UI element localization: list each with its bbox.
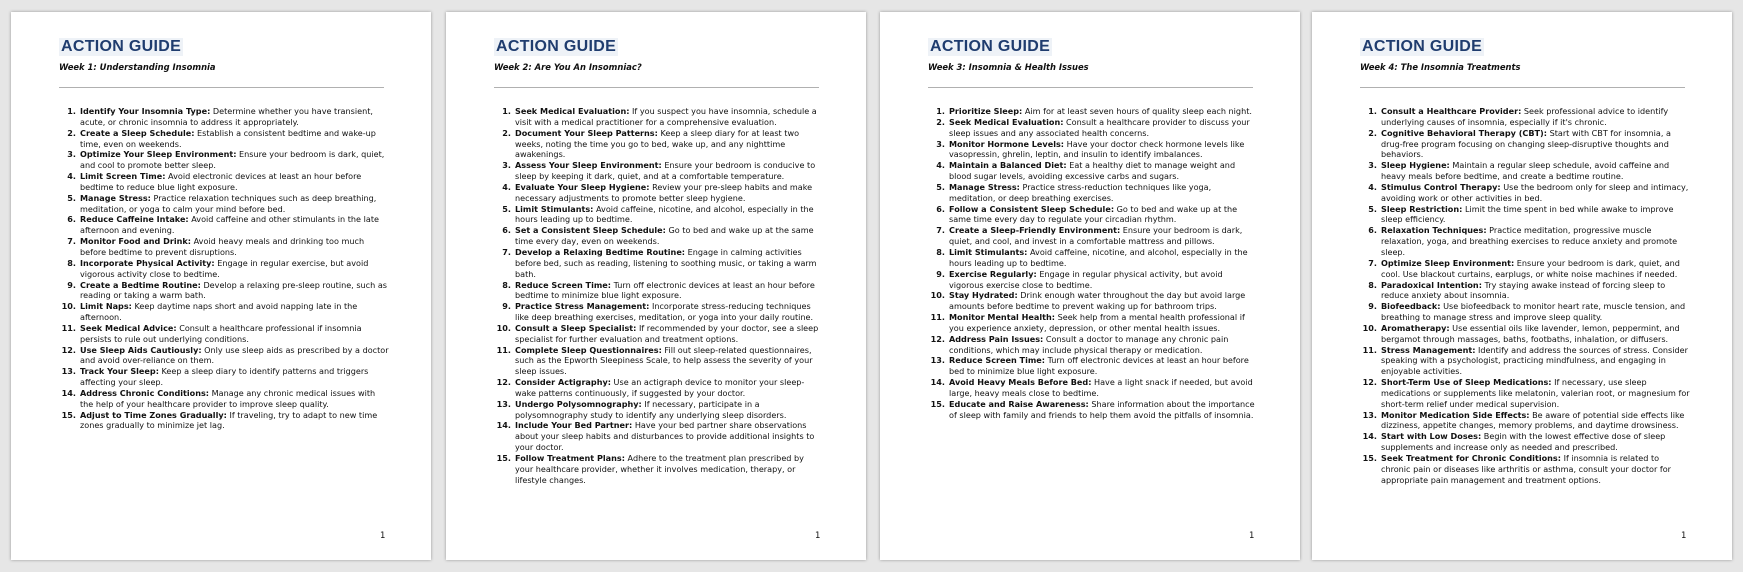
item-text: Have your bed partner share observations about your sleep habits and disturbances to provide additional insights to your doctor. bbox=[515, 420, 815, 453]
item-number: 14. bbox=[496, 420, 511, 431]
item-number: 6. bbox=[502, 225, 511, 236]
item-title: Undergo Polysomnography: bbox=[515, 398, 642, 409]
page-number: 1 bbox=[380, 531, 386, 541]
list-item bbox=[1360, 204, 1690, 226]
item-title: Prioritize Sleep: bbox=[949, 106, 1023, 116]
item-title: Stay Hydrated: bbox=[949, 290, 1018, 301]
item-title: Seek Medical Evaluation: bbox=[515, 106, 630, 116]
list-item bbox=[928, 399, 1258, 421]
page-number: 1 bbox=[1249, 531, 1255, 541]
item-number: 13. bbox=[61, 366, 76, 377]
item-text: Start with CBT for insomnia, a drug-free program focusing on changing sleep-disruptive thoughts and behaviors. bbox=[1381, 127, 1671, 160]
item-title: Assess Your Sleep Environment: bbox=[515, 160, 662, 171]
list-item bbox=[1360, 182, 1690, 204]
item-number: 1. bbox=[936, 106, 945, 116]
item-title: Cognitive Behavioral Therapy (CBT): bbox=[1381, 127, 1547, 138]
item-text: Engage in calming activities before bed, such as reading, listening to soothing music, or taking a warm bath. bbox=[515, 246, 817, 279]
item-number: 13. bbox=[930, 355, 945, 366]
item-text: Avoid electronic devices at least an hour before bedtime to reduce blue light exposure. bbox=[80, 171, 362, 192]
item-number: 3. bbox=[67, 149, 76, 160]
list-item bbox=[59, 388, 389, 410]
item-title: Biofeedback: bbox=[1381, 301, 1441, 312]
list-item bbox=[928, 377, 1258, 399]
item-number: 3. bbox=[936, 138, 945, 149]
item-text: Ensure your bedroom is dark, quiet, and cool to promote better sleep. bbox=[80, 149, 385, 171]
list-item bbox=[494, 377, 824, 399]
item-number: 1. bbox=[1368, 106, 1377, 116]
item-title: Manage Stress: bbox=[949, 181, 1020, 192]
item-title: Seek Medical Advice: bbox=[80, 322, 177, 333]
item-number: 4. bbox=[936, 160, 945, 171]
list-item bbox=[928, 334, 1258, 356]
item-title: Educate and Raise Awareness: bbox=[949, 398, 1089, 409]
list-item bbox=[59, 323, 389, 345]
action-list bbox=[1360, 106, 1690, 486]
page-title: ACTION GUIDE bbox=[496, 38, 617, 55]
list-item bbox=[59, 193, 389, 215]
item-title: Start with Low Doses: bbox=[1381, 431, 1482, 442]
item-text: Determine whether you have transient, acute, or chronic insomnia to address it appropriately. bbox=[80, 106, 373, 127]
list-item bbox=[928, 225, 1258, 247]
item-title: Relaxation Techniques: bbox=[1381, 225, 1487, 236]
item-title: Reduce Screen Time: bbox=[515, 279, 612, 290]
page-subtitle: Week 2: Are You An Insomniac? bbox=[494, 62, 642, 72]
divider bbox=[494, 87, 819, 88]
item-number: 11. bbox=[1362, 344, 1377, 355]
item-text: Go to bed and wake up at the same time every day, even on weekends. bbox=[515, 225, 814, 247]
item-number: 7. bbox=[67, 236, 76, 247]
divider bbox=[1360, 87, 1685, 88]
item-text: Develop a relaxing pre-sleep routine, such as reading or taking a warm bath. bbox=[80, 279, 388, 301]
item-number: 4. bbox=[502, 181, 511, 192]
list-item bbox=[494, 247, 824, 280]
item-number: 13. bbox=[496, 398, 511, 409]
item-number: 9. bbox=[1368, 301, 1377, 312]
item-text: If necessary, participate in a polysomnography study to identify any underlying sleep disorders. bbox=[515, 398, 787, 420]
item-text: Turn off electronic devices at least an hour before bedtime to minimize blue light exposure. bbox=[515, 279, 815, 301]
item-text: Use essential oils like lavender, lemon, peppermint, and bergamot through massages, baths, footbaths, inhalation, or diffusers. bbox=[1381, 322, 1680, 344]
list-item bbox=[59, 149, 389, 171]
list-item bbox=[59, 214, 389, 236]
item-text: Only use sleep aids as prescribed by a doctor and avoid over-reliance on them. bbox=[80, 344, 389, 366]
item-title: Avoid Heavy Meals Before Bed: bbox=[949, 377, 1092, 388]
item-number: 9. bbox=[502, 301, 511, 312]
action-list bbox=[928, 106, 1258, 420]
item-title: Optimize Sleep Environment: bbox=[1381, 257, 1515, 268]
item-title: Limit Stimulants: bbox=[949, 246, 1028, 257]
item-title: Seek Treatment for Chronic Conditions: bbox=[1381, 453, 1561, 463]
list-item bbox=[1360, 280, 1690, 302]
item-title: Reduce Screen Time: bbox=[949, 355, 1046, 366]
list-item bbox=[59, 171, 389, 193]
page-title: ACTION GUIDE bbox=[61, 38, 182, 55]
item-number: 9. bbox=[67, 279, 76, 290]
list-item bbox=[59, 106, 389, 128]
page-subtitle: Week 3: Insomnia & Health Issues bbox=[928, 62, 1089, 72]
item-text: Eat a healthy diet to manage weight and blood sugar levels, avoiding excessive carbs and sugars. bbox=[949, 160, 1236, 182]
page-number: 1 bbox=[815, 531, 821, 541]
list-item bbox=[1360, 128, 1690, 161]
list-item bbox=[1360, 323, 1690, 345]
item-number: 2. bbox=[502, 127, 511, 138]
list-item bbox=[494, 420, 824, 453]
item-number: 10. bbox=[496, 322, 511, 333]
item-text: Practice meditation, progressive muscle relaxation, yoga, and breathing exercises to reduce anxiety and promote sleep. bbox=[1381, 225, 1678, 257]
item-text: Avoid caffeine, nicotine, and alcohol, especially in the hours leading up to bedtime. bbox=[515, 203, 814, 225]
item-title: Create a Sleep Schedule: bbox=[80, 127, 195, 138]
item-title: Document Your Sleep Patterns: bbox=[515, 127, 658, 138]
item-number: 2. bbox=[67, 127, 76, 138]
item-title: Create a Bedtime Routine: bbox=[80, 279, 201, 290]
item-number: 3. bbox=[1368, 160, 1377, 171]
item-number: 10. bbox=[930, 290, 945, 301]
item-text: Fill out sleep-related questionnaires, such as the Epworth Sleepiness Scale, to help assess the severity of your sleep issues. bbox=[515, 344, 813, 377]
list-item bbox=[928, 247, 1258, 269]
item-text: Ensure your bedroom is conducive to sleep by keeping it dark, quiet, and at a comfortable temperature. bbox=[515, 160, 816, 182]
list-item bbox=[1360, 258, 1690, 280]
item-title: Seek Medical Evaluation: bbox=[949, 116, 1064, 127]
item-number: 12. bbox=[1362, 377, 1377, 388]
item-title: Limit Naps: bbox=[80, 301, 132, 312]
item-text: Share information about the importance of sleep with family and friends to help them avoid the pitfalls of insomnia. bbox=[949, 398, 1255, 420]
item-number: 1. bbox=[502, 106, 511, 116]
item-text: If necessary, use sleep medications or supplements like melatonin, valerian root, or magnesium for short-term relief under medical supervision. bbox=[1381, 377, 1690, 409]
item-title: Maintain a Balanced Diet: bbox=[949, 160, 1067, 171]
item-title: Evaluate Your Sleep Hygiene: bbox=[515, 181, 650, 192]
item-number: 11. bbox=[61, 322, 76, 333]
item-number: 14. bbox=[1362, 431, 1377, 442]
item-title: Sleep Restriction: bbox=[1381, 203, 1463, 214]
page-week-3 bbox=[880, 12, 1300, 560]
list-item bbox=[494, 160, 824, 182]
list-item bbox=[1360, 431, 1690, 453]
item-number: 8. bbox=[67, 257, 76, 268]
list-item bbox=[494, 225, 824, 247]
item-title: Optimize Your Sleep Environment: bbox=[80, 149, 237, 160]
item-text: Maintain a regular sleep schedule, avoid caffeine and heavy meals before bedtime, and create a bedtime routine. bbox=[1381, 160, 1670, 182]
item-text: Aim for at least seven hours of quality sleep each night. bbox=[1024, 106, 1252, 116]
item-number: 13. bbox=[1362, 409, 1377, 420]
page-title: ACTION GUIDE bbox=[930, 38, 1051, 55]
item-number: 8. bbox=[502, 279, 511, 290]
list-item bbox=[59, 236, 389, 258]
item-number: 1. bbox=[67, 106, 76, 116]
item-text: Use biofeedback to monitor heart rate, muscle tension, and breathing to manage stress and improve sleep quality. bbox=[1381, 301, 1686, 323]
item-title: Incorporate Physical Activity: bbox=[80, 257, 215, 268]
item-text: Engage in regular physical activity, but avoid vigorous exercise close to bedtime. bbox=[949, 268, 1223, 290]
item-text: Adhere to the treatment plan prescribed by your healthcare provider, whether it involves medication, therapy, or lifestyle changes. bbox=[515, 453, 804, 485]
list-item bbox=[494, 204, 824, 226]
item-title: Consult a Sleep Specialist: bbox=[515, 322, 637, 333]
item-text: Avoid caffeine and other stimulants in the late afternoon and evening. bbox=[80, 214, 379, 236]
item-number: 11. bbox=[930, 312, 945, 323]
item-text: Incorporate stress-reducing techniques like deep breathing exercises, meditation, or yoga into your daily routine. bbox=[515, 301, 814, 323]
item-text: Practice stress-reduction techniques like yoga, meditation, or deep breathing exercises. bbox=[949, 181, 1212, 203]
item-title: Monitor Mental Health: bbox=[949, 312, 1055, 323]
item-text: Establish a consistent bedtime and wake-up time, even on weekends. bbox=[80, 127, 376, 149]
list-item bbox=[494, 106, 824, 128]
page-number: 1 bbox=[1681, 531, 1687, 541]
item-text: Consult a doctor to manage any chronic pain conditions, which may include physical therapy or medication. bbox=[949, 333, 1229, 355]
item-number: 12. bbox=[496, 377, 511, 388]
item-number: 3. bbox=[502, 160, 511, 171]
item-number: 5. bbox=[1368, 203, 1377, 214]
item-text: Manage any chronic medical issues with the help of your healthcare provider to improve sleep quality. bbox=[80, 387, 376, 409]
item-title: Stress Management: bbox=[1381, 344, 1476, 355]
item-title: Use Sleep Aids Cautiously: bbox=[80, 344, 202, 355]
item-title: Manage Stress: bbox=[80, 192, 151, 203]
list-item bbox=[1360, 377, 1690, 410]
list-item bbox=[1360, 453, 1690, 486]
item-number: 8. bbox=[936, 246, 945, 257]
list-item bbox=[928, 290, 1258, 312]
list-item bbox=[494, 280, 824, 302]
item-text: Use the bedroom only for sleep and intimacy, avoiding work or other activities in bed. bbox=[1381, 181, 1689, 203]
item-text: If traveling, try to adapt to new time zones gradually to minimize jet lag. bbox=[80, 409, 378, 431]
item-number: 2. bbox=[936, 116, 945, 127]
item-number: 10. bbox=[61, 301, 76, 312]
item-text: Identify and address the sources of stress. Consider speaking with a psychologist, practicing mindfulness, and engaging in enjoyable activities. bbox=[1381, 344, 1688, 377]
item-title: Practice Stress Management: bbox=[515, 301, 650, 312]
action-list bbox=[59, 106, 389, 431]
item-title: Monitor Food and Drink: bbox=[80, 236, 192, 247]
item-text: Seek professional advice to identify underlying causes of insomnia, especially if it's chronic. bbox=[1381, 106, 1669, 127]
item-number: 15. bbox=[496, 453, 511, 463]
page-week-2 bbox=[446, 12, 866, 560]
item-text: Try staying awake instead of forcing sleep to reduce anxiety about insomnia. bbox=[1381, 279, 1666, 301]
item-text: Keep a sleep diary to identify patterns and triggers affecting your sleep. bbox=[80, 366, 369, 388]
item-text: Be aware of potential side effects like dizziness, appetite changes, memory problems, and daytime drowsiness. bbox=[1381, 409, 1685, 431]
list-item bbox=[928, 269, 1258, 291]
item-number: 12. bbox=[61, 344, 76, 355]
item-title: Paradoxical Intention: bbox=[1381, 279, 1482, 290]
item-number: 7. bbox=[502, 246, 511, 257]
list-item bbox=[494, 128, 824, 161]
item-number: 7. bbox=[936, 225, 945, 236]
item-title: Short-Term Use of Sleep Medications: bbox=[1381, 377, 1552, 388]
item-number: 9. bbox=[936, 268, 945, 279]
item-text: If you suspect you have insomnia, schedule a visit with a medical practitioner for a comprehensive evaluation. bbox=[515, 106, 817, 127]
page-week-1 bbox=[11, 12, 431, 560]
action-list bbox=[494, 106, 824, 486]
item-text: Ensure your bedroom is dark, quiet, and cool, and invest in a comfortable mattress and pillows. bbox=[949, 225, 1243, 247]
item-text: Keep daytime naps short and avoid napping late in the afternoon. bbox=[80, 301, 358, 323]
item-text: Review your pre-sleep habits and make necessary adjustments to promote better sleep hygiene. bbox=[515, 181, 813, 203]
page-subtitle: Week 4: The Insomnia Treatments bbox=[1360, 62, 1521, 72]
list-item bbox=[59, 410, 389, 432]
item-text: Drink enough water throughout the day but avoid large amounts before bedtime to prevent waking up for bathroom trips. bbox=[949, 290, 1246, 312]
item-number: 6. bbox=[67, 214, 76, 225]
item-title: Monitor Hormone Levels: bbox=[949, 138, 1065, 149]
list-item bbox=[1360, 410, 1690, 432]
item-title: Adjust to Time Zones Gradually: bbox=[80, 409, 227, 420]
item-title: Consider Actigraphy: bbox=[515, 377, 611, 388]
item-number: 5. bbox=[502, 203, 511, 214]
list-item bbox=[1360, 160, 1690, 182]
page-subtitle: Week 1: Understanding Insomnia bbox=[59, 62, 216, 72]
item-text: Have a light snack if needed, but avoid large, heavy meals close to bedtime. bbox=[949, 377, 1253, 398]
divider bbox=[59, 87, 384, 88]
item-number: 5. bbox=[67, 192, 76, 203]
item-text: Ensure your bedroom is dark, quiet, and cool. Use blackout curtains, earplugs, or white noise machines if needed. bbox=[1381, 257, 1680, 279]
item-title: Limit Screen Time: bbox=[80, 171, 166, 182]
item-number: 11. bbox=[496, 344, 511, 355]
item-title: Stimulus Control Therapy: bbox=[1381, 181, 1501, 192]
item-title: Track Your Sleep: bbox=[80, 366, 159, 377]
item-title: Include Your Bed Partner: bbox=[515, 420, 633, 431]
page-week-4 bbox=[1312, 12, 1732, 560]
list-item bbox=[928, 106, 1258, 117]
list-item bbox=[928, 117, 1258, 139]
item-title: Monitor Medication Side Effects: bbox=[1381, 409, 1530, 420]
list-item bbox=[1360, 345, 1690, 378]
list-item bbox=[494, 323, 824, 345]
item-text: Consult a healthcare professional if insomnia persists to rule out underlying conditions. bbox=[80, 322, 362, 344]
item-title: Identify Your Insomnia Type: bbox=[80, 106, 211, 116]
list-item bbox=[494, 399, 824, 421]
list-item bbox=[1360, 106, 1690, 128]
list-item bbox=[928, 182, 1258, 204]
item-number: 10. bbox=[1362, 322, 1377, 333]
item-text: Go to bed and wake up at the same time every day to regulate your circadian rhythm. bbox=[949, 203, 1238, 225]
item-text: Avoid caffeine, nicotine, and alcohol, especially in the hours leading up to bedtime. bbox=[949, 246, 1248, 268]
item-text: Consult a healthcare provider to discuss your sleep issues and any associated health concerns. bbox=[949, 116, 1250, 138]
item-title: Follow a Consistent Sleep Schedule: bbox=[949, 203, 1115, 214]
item-number: 8. bbox=[1368, 279, 1377, 290]
item-title: Complete Sleep Questionnaires: bbox=[515, 344, 662, 355]
item-title: Address Pain Issues: bbox=[949, 333, 1044, 344]
item-title: Reduce Caffeine Intake: bbox=[80, 214, 189, 225]
item-text: If insomnia is related to chronic pain or diseases like arthritis or asthma, consult your doctor for appropriate pain management and treatment options. bbox=[1381, 453, 1671, 485]
item-title: Aromatherapy: bbox=[1381, 322, 1450, 333]
item-number: 4. bbox=[1368, 181, 1377, 192]
item-text: If recommended by your doctor, see a sleep specialist for further evaluation and treatment options. bbox=[515, 322, 819, 344]
item-text: Avoid heavy meals and drinking too much before bedtime to prevent disruptions. bbox=[80, 236, 365, 257]
item-title: Exercise Regularly: bbox=[949, 268, 1037, 279]
list-item bbox=[59, 345, 389, 367]
item-number: 6. bbox=[936, 203, 945, 214]
list-item bbox=[59, 280, 389, 302]
item-number: 12. bbox=[930, 333, 945, 344]
list-item bbox=[59, 258, 389, 280]
item-title: Limit Stimulants: bbox=[515, 203, 594, 214]
item-text: Turn off electronic devices at least an hour before bed to minimize blue light exposure. bbox=[949, 355, 1249, 377]
list-item bbox=[928, 355, 1258, 377]
item-title: Develop a Relaxing Bedtime Routine: bbox=[515, 246, 686, 257]
list-item bbox=[59, 128, 389, 150]
item-text: Limit the time spent in bed while awake to improve sleep efficiency. bbox=[1381, 203, 1674, 225]
item-number: 15. bbox=[1362, 453, 1377, 463]
item-number: 5. bbox=[936, 181, 945, 192]
item-title: Set a Consistent Sleep Schedule: bbox=[515, 225, 666, 236]
item-title: Address Chronic Conditions: bbox=[80, 387, 210, 398]
item-number: 15. bbox=[930, 398, 945, 409]
item-text: Have your doctor check hormone levels like vasopressin, ghrelin, leptin, and insulin to identify imbalances. bbox=[949, 138, 1245, 160]
item-text: Seek help from a mental health professional if you experience anxiety, depression, or other mental health issues. bbox=[949, 312, 1245, 333]
item-text: Engage in regular exercise, but avoid vigorous activity close to bedtime. bbox=[80, 257, 369, 279]
list-item bbox=[928, 312, 1258, 334]
item-title: Sleep Hygiene: bbox=[1381, 160, 1450, 171]
item-number: 4. bbox=[67, 171, 76, 182]
list-item bbox=[1360, 225, 1690, 258]
item-number: 6. bbox=[1368, 225, 1377, 236]
divider bbox=[928, 87, 1253, 88]
list-item bbox=[59, 366, 389, 388]
list-item bbox=[928, 139, 1258, 161]
item-number: 14. bbox=[930, 377, 945, 388]
page-title: ACTION GUIDE bbox=[1362, 38, 1483, 55]
list-item bbox=[494, 182, 824, 204]
list-item bbox=[59, 301, 389, 323]
item-number: 15. bbox=[61, 409, 76, 420]
list-item bbox=[494, 453, 824, 486]
item-text: Use an actigraph device to monitor your sleep-wake patterns continuously, if suggested by your doctor. bbox=[515, 377, 805, 398]
item-text: Practice relaxation techniques such as deep breathing, meditation, or yoga to calm your mind before bed. bbox=[80, 192, 377, 214]
item-number: 14. bbox=[61, 387, 76, 398]
item-text: Keep a sleep diary for at least two weeks, noting the time you go to bed, wake up, and any nighttime awakenings. bbox=[515, 127, 800, 160]
item-title: Create a Sleep-Friendly Environment: bbox=[949, 225, 1121, 236]
item-title: Follow Treatment Plans: bbox=[515, 453, 625, 463]
item-title: Consult a Healthcare Provider: bbox=[1381, 106, 1522, 116]
item-text: Begin with the lowest effective dose of sleep supplements and increase only as needed and prescribed. bbox=[1381, 431, 1666, 453]
list-item bbox=[494, 345, 824, 378]
item-number: 2. bbox=[1368, 127, 1377, 138]
list-item bbox=[928, 160, 1258, 182]
list-item bbox=[494, 301, 824, 323]
list-item bbox=[1360, 301, 1690, 323]
list-item bbox=[928, 204, 1258, 226]
item-number: 7. bbox=[1368, 257, 1377, 268]
